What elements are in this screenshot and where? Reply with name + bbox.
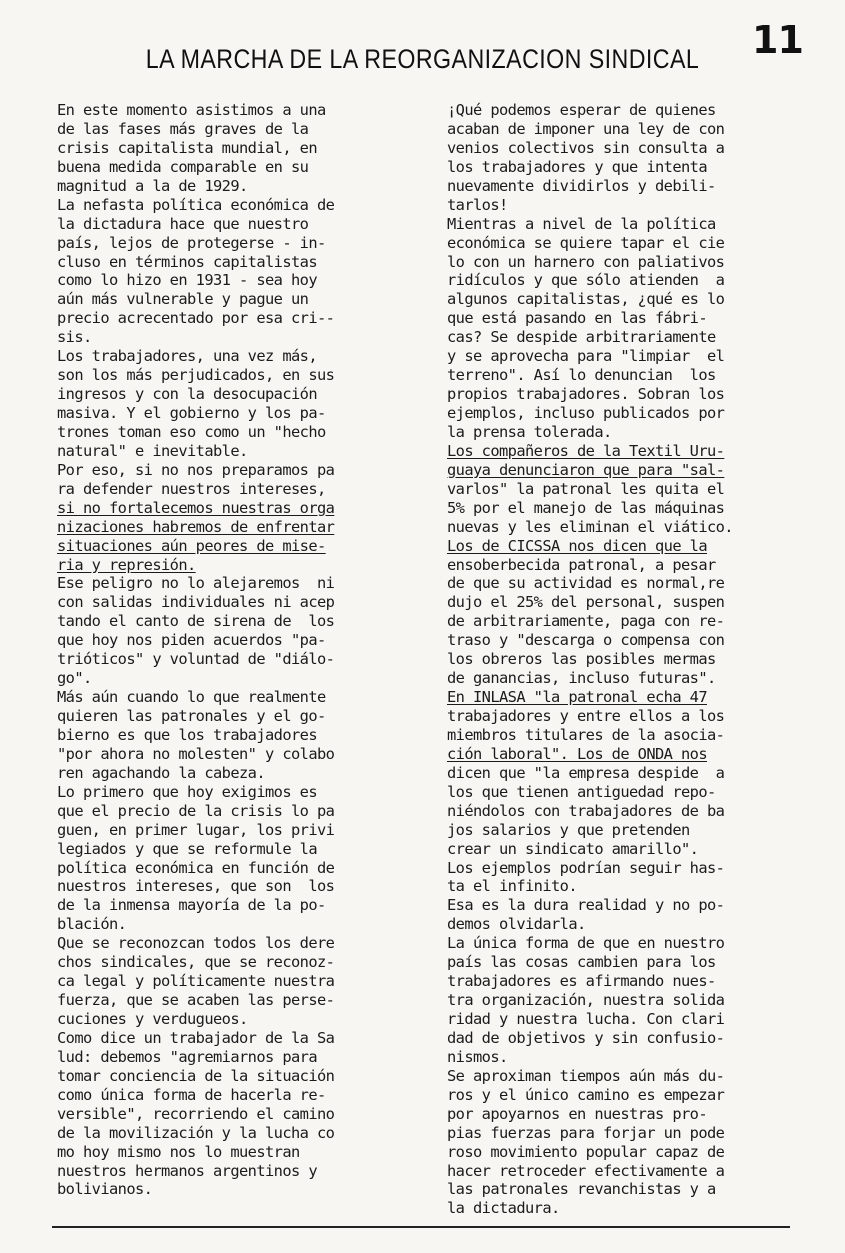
- text-line: tando el canto de sirena de los: [57, 612, 335, 631]
- text-line: y se aprovecha para "limpiar el: [447, 347, 725, 366]
- text-line: acaban de imponer una ley de con: [447, 119, 725, 138]
- text-line: Los ejemplos podrían seguir has-: [447, 858, 725, 877]
- text-line: ca legal y políticamente nuestra: [57, 972, 335, 991]
- text-line: nuevamente dividirlos y debili-: [447, 176, 716, 195]
- text-line: nuestros hermanos argentinos y: [57, 1161, 317, 1180]
- text-line: La nefasta política económica de: [57, 195, 335, 214]
- text-line: guen, en primer lugar, los privi: [57, 820, 335, 839]
- text-line: de la movilización y la lucha co: [57, 1123, 335, 1142]
- text-line: ria y represión.: [57, 555, 196, 574]
- text-line: En INLASA "la patronal echa 47: [447, 688, 707, 707]
- text-line: Esa es la dura realidad y no po-: [447, 896, 725, 915]
- text-line: que el precio de la crisis lo pa: [57, 801, 335, 820]
- text-line: política económica en función de: [57, 858, 335, 877]
- text-line: 5% por el manejo de las máquinas: [447, 498, 725, 517]
- text-line: de que su actividad es normal,re: [447, 574, 725, 593]
- text-line: la prensa tolerada.: [447, 422, 612, 441]
- text-line: buena medida comparable en su: [57, 157, 309, 176]
- text-line: ta el infinito.: [447, 877, 577, 896]
- text-line: la dictadura.: [447, 1199, 560, 1218]
- text-line: como lo hizo en 1931 - sea hoy: [57, 271, 317, 290]
- left-column: [57, 101, 432, 1199]
- text-line: magnitud a la de 1929.: [57, 176, 248, 195]
- text-line: Los trabajadores, una vez más,: [57, 347, 317, 366]
- text-line: con salidas individuales ni acep: [57, 593, 335, 612]
- text-line: las patronales revanchistas y a: [447, 1180, 716, 1199]
- text-line: trióticos" y voluntad de "diálo-: [57, 650, 335, 669]
- text-line: lud: debemos "agremiarnos para: [57, 1047, 317, 1066]
- text-line: los que tienen antiguedad repo-: [447, 782, 716, 801]
- text-line: jos salarios y que pretenden: [447, 820, 690, 839]
- text-line: tra organización, nuestra solida: [447, 991, 725, 1010]
- text-line: ra defender nuestros intereses,: [57, 479, 326, 498]
- text-line: ridículos y que sólo atienden a: [447, 271, 725, 290]
- text-line: hacer retroceder efectivamente a: [447, 1161, 725, 1180]
- text-line: cas? Se despide arbitrariamente: [447, 328, 716, 347]
- text-line: cluso en términos capitalistas: [57, 252, 317, 271]
- text-line: algunos capitalistas, ¿qué es lo: [447, 290, 725, 309]
- text-line: bierno es que los trabajadores: [57, 725, 317, 744]
- text-line: venios colectivos sin consulta a: [447, 138, 725, 157]
- text-line: son los más perjudicados, en sus: [57, 366, 335, 385]
- text-line: sis.: [57, 328, 92, 347]
- text-line: dicen que "la empresa despide a: [447, 763, 725, 782]
- text-line: Se aproximan tiempos aún más du-: [447, 1066, 725, 1085]
- text-line: masiva. Y el gobierno y los pa-: [57, 404, 326, 422]
- text-line: precio acrecentado por esa cri--: [57, 309, 335, 328]
- text-line: ingresos y con la desocupación: [57, 385, 317, 404]
- right-column: [447, 101, 822, 1218]
- text-line: trabajadores es afirmando nues-: [447, 972, 716, 991]
- text-line: los trabajadores y que intenta: [447, 157, 707, 176]
- text-line: que está pasando en las fábri-: [447, 309, 707, 328]
- text-line: crisis capitalista mundial, en: [57, 138, 317, 157]
- text-line: varlos" la patronal les quita el: [447, 479, 725, 498]
- footer-rule: [52, 1226, 790, 1228]
- text-line: mo hoy mismo nos lo muestran: [57, 1142, 300, 1161]
- text-line: lo con un harnero con paliativos: [447, 252, 725, 271]
- text-line: La única forma de que en nuestro: [447, 934, 725, 953]
- text-line: aún más vulnerable y pague un: [57, 290, 309, 309]
- text-line: tomar conciencia de la situación: [57, 1066, 335, 1085]
- text-line: país, lejos de protegerse - in-: [57, 233, 326, 252]
- text-line: go".: [57, 669, 92, 688]
- page-number: 11: [752, 18, 803, 62]
- text-line: ren agachando la cabeza.: [57, 763, 265, 782]
- text-line: niéndolos con trabajadores de ba: [447, 801, 725, 820]
- text-line: de la inmensa mayoría de la po-: [57, 896, 326, 915]
- text-line: Los compañeros de la Textil Uru-: [447, 441, 725, 460]
- text-line: ejemplos, incluso publicados por: [447, 404, 725, 422]
- text-line: por apoyarnos en nuestras pro-: [447, 1104, 707, 1123]
- text-line: Mientras a nivel de la política: [447, 214, 716, 233]
- text-line: fuerza, que se acaben las perse-: [57, 991, 335, 1010]
- text-line: Por eso, si no nos preparamos pa: [57, 460, 335, 479]
- text-line: roso movimiento popular capaz de: [447, 1142, 725, 1161]
- text-line: de las fases más graves de la: [57, 119, 309, 138]
- text-line: Más aún cuando lo que realmente: [57, 688, 326, 707]
- text-line: dad de objetivos y sin confusio-: [447, 1028, 725, 1047]
- page-title: LA MARCHA DE LA REORGANIZACION SINDICAL: [145, 44, 700, 74]
- text-line: nismos.: [447, 1047, 508, 1066]
- text-line: Como dice un trabajador de la Sa: [57, 1028, 335, 1047]
- text-line: si no fortalecemos nuestras orga: [57, 498, 335, 517]
- text-line: como única forma de hacerla re-: [57, 1085, 326, 1104]
- text-line: Ese peligro no lo alejaremos ni: [57, 574, 335, 593]
- text-line: nizaciones habremos de enfrentar: [57, 517, 335, 536]
- text-line: guaya denunciaron que para "sal-: [447, 460, 725, 479]
- text-line: tarlos!: [447, 195, 508, 214]
- text-line: ¡Qué podemos esperar de quienes: [447, 101, 716, 119]
- text-line: ridad y nuestra lucha. Con clari: [447, 1010, 725, 1028]
- text-line: cuciones y verdugueos.: [57, 1010, 248, 1028]
- text-line: blación.: [57, 915, 127, 934]
- text-line: terreno". Así lo denuncian los: [447, 366, 716, 385]
- text-line: Lo primero que hoy exigimos es: [57, 782, 317, 801]
- text-line: trabajadores y entre ellos a los: [447, 707, 725, 725]
- text-line: chos sindicales, que se reconoz-: [57, 953, 335, 972]
- text-line: propios trabajadores. Sobran los: [447, 385, 725, 404]
- text-line: de arbitrariamente, paga con re-: [447, 612, 725, 631]
- text-line: nuestros intereses, que son los: [57, 877, 335, 896]
- text-line: nuevas y les eliminan el viático.: [447, 517, 733, 536]
- text-line: la dictadura hace que nuestro: [57, 214, 309, 233]
- text-line: Que se reconozcan todos los dere: [57, 934, 335, 953]
- text-line: Los de CICSSA nos dicen que la: [447, 536, 707, 555]
- text-line: versible", recorriendo el camino: [57, 1104, 335, 1123]
- text-line: En este momento asistimos a una: [57, 101, 326, 119]
- text-line: natural" e inevitable.: [57, 441, 248, 460]
- text-line: que hoy nos piden acuerdos "pa-: [57, 631, 326, 650]
- text-line: ción laboral". Los de ONDA nos: [447, 744, 707, 763]
- text-line: demos olvidarla.: [447, 915, 586, 934]
- text-line: "por ahora no molesten" y colabo: [57, 744, 335, 763]
- text-line: trones toman eso como un "hecho: [57, 422, 326, 441]
- text-line: legiados y que se reformule la: [57, 839, 317, 858]
- text-line: de ganancias, incluso futuras".: [447, 669, 716, 688]
- text-line: situaciones aún peores de mise-: [57, 536, 326, 555]
- text-line: ensoberbecida patronal, a pesar: [447, 555, 716, 574]
- text-line: económica se quiere tapar el cie: [447, 233, 725, 252]
- text-line: miembros titulares de la asocia-: [447, 725, 725, 744]
- text-line: ros y el único camino es empezar: [447, 1085, 725, 1104]
- text-line: quieren las patronales y el go-: [57, 707, 326, 725]
- text-line: pias fuerzas para forjar un pode: [447, 1123, 725, 1142]
- text-line: país las cosas cambien para los: [447, 953, 716, 972]
- text-line: los obreros las posibles mermas: [447, 650, 716, 669]
- text-line: bolivianos.: [57, 1180, 153, 1199]
- text-line: crear un sindicato amarillo".: [447, 839, 699, 858]
- text-line: traso y "descarga o compensa con: [447, 631, 725, 650]
- text-line: dujo el 25% del personal, suspen: [447, 593, 725, 612]
